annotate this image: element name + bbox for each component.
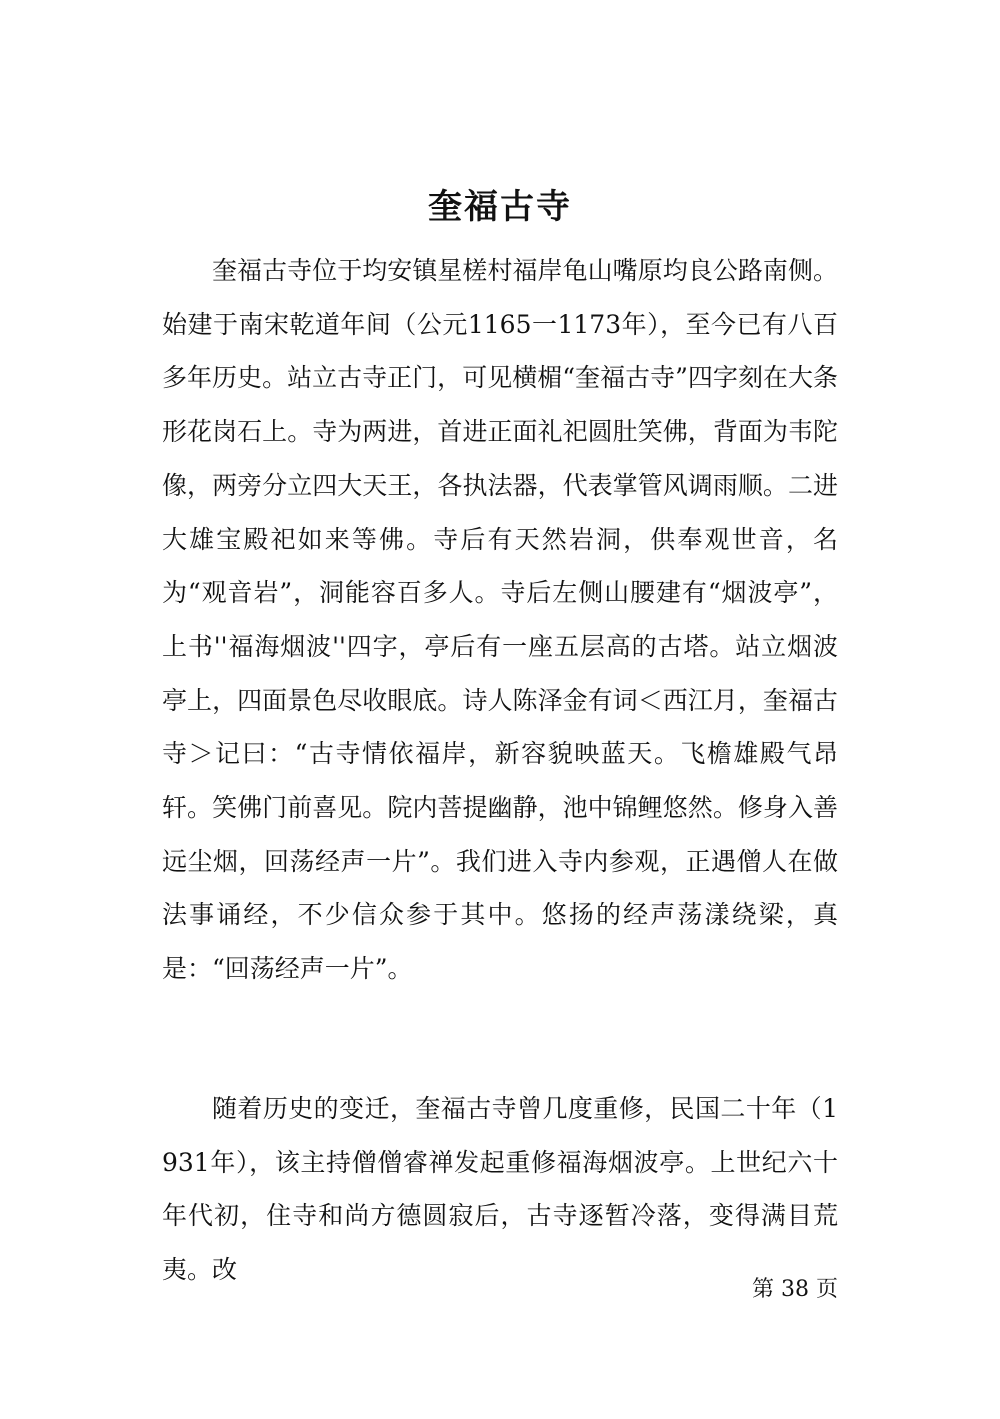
body-paragraph: 奎福古寺位于均安镇星槎村福岸龟山嘴原均良公路南侧。始建于南宋乾道年间（公元1165一1173年），至今已有八百多年历史。站立古寺正门，可见横楣“奎福古寺”四字刻在大条形花岗石上。寺为两进，首进正面礼祀圆肚笑佛，背面为韦陀像，两旁分立四大天王，各执法器，代表掌管风调雨顺。二进大雄宝殿祀如来等佛。寺后有天然岩洞，供奉观世音，名为“观音岩”，洞能容百多人。寺后左侧山腰建有“烟波亭”，上书''福海烟波''四字，亭后有一座五层高的古塔。站立烟波亭上，四面景色尽收眼底。诗人陈泽金有词＜西江月，奎福古寺＞记曰：“古寺情依福岸，新容貌映蓝天。飞檐雄殿气昂轩。笑佛门前喜见。院内菩提幽静，池中锦鲤悠然。修身入善远尘烟，回荡经声一片”。我们进入寺内参观，正遇僧人在做法事诵经，不少信众参于其中。悠扬的经声荡漾绕梁，真是：“回荡经声一片”。 — [162, 256, 838, 984]
page-number: 第 38 页 — [752, 1277, 838, 1302]
body-paragraph: 随着历史的变迁，奎福古寺曾几度重修，民国二十年（1931年），该主持僧僧睿禅发起重修福海烟波亭。上世纪六十年代初，住寺和尚方德圆寂后，古寺逐暂冷落，变得满目荒夷。改 — [162, 1094, 838, 1285]
page-title: 奎福古寺 — [428, 187, 572, 227]
